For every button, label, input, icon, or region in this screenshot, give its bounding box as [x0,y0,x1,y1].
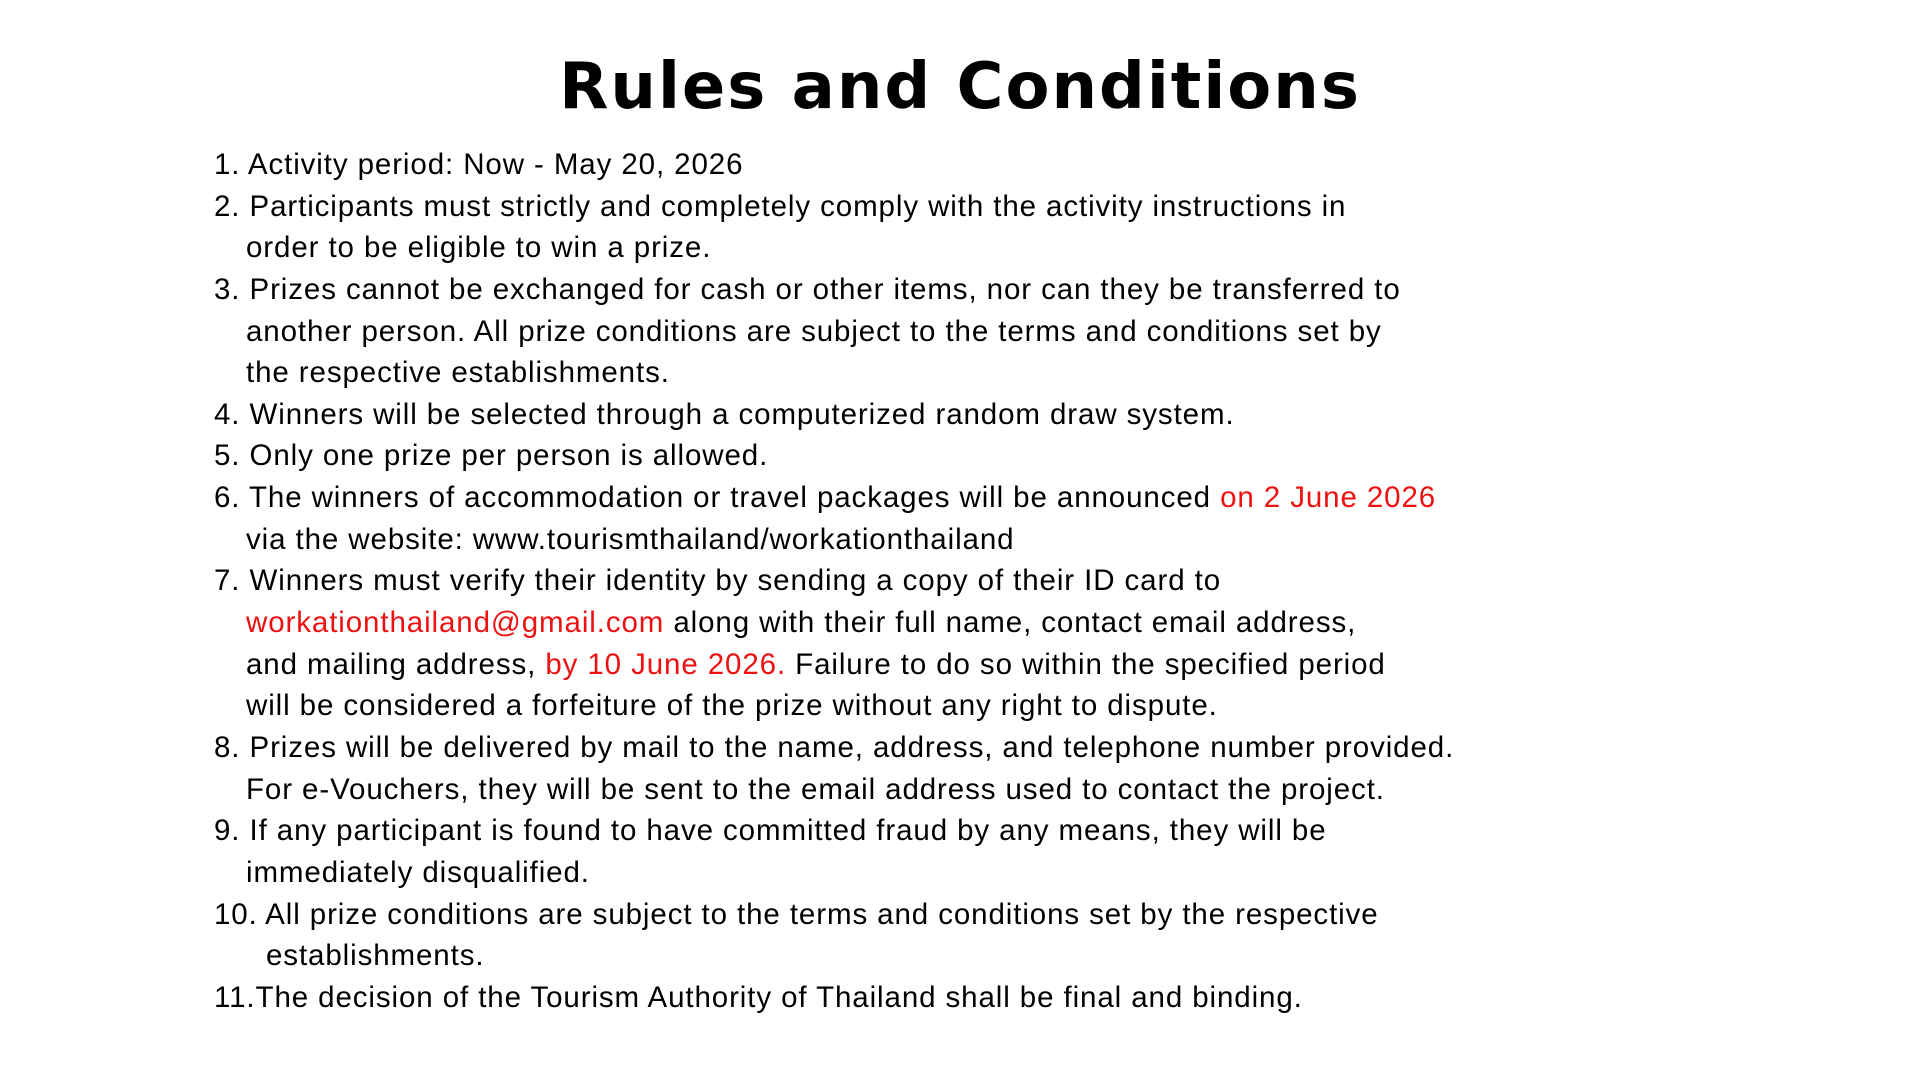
rule-text: another person. All prize conditions are subject to the terms and conditions set by [246,314,1382,348]
rule-first-line [214,435,1454,477]
rule-text: order to be eligible to win a prize. [246,231,712,265]
rule-item [214,727,1454,810]
rule-text: Prizes will be delivered by mail to the name, address, and telephone number provided. [240,730,1455,764]
rule-number: 11. [214,980,256,1014]
rule-continuation-line [214,852,1454,894]
rule-first-line [214,894,1454,936]
rule-number: 5. [214,439,241,473]
rule-number: 4. [214,397,241,431]
rule-first-line [214,810,1454,852]
rule-continuation-line [214,352,1454,394]
rule-text: along with their full name, contact email address, [664,606,1357,640]
rule-text: establishments. [266,939,485,973]
rule-continuation-line [214,769,1454,811]
rule-first-line [214,394,1454,436]
rule-text: Activity period: Now - May 20, 2026 [240,148,744,181]
rule-first-line [214,269,1454,311]
highlighted-text: on 2 June 2026 [1220,481,1437,515]
rule-item [214,977,1454,1019]
rule-item [214,894,1454,977]
rule-number: 10. [214,897,258,931]
rule-continuation-line [214,227,1454,269]
rule-text: The decision of the Tourism Authority of Thailand shall be final and binding. [255,980,1303,1014]
rule-first-line [214,144,1454,186]
rule-item [214,560,1454,727]
rule-continuation-line [214,644,1454,686]
rule-continuation-line [214,519,1454,561]
rule-text: Participants must strictly and completely comply with the activity instructions in [240,189,1347,223]
rule-text: If any participant is found to have committed fraud by any means, they will be [240,814,1327,848]
rule-continuation-line [214,602,1454,644]
rules-list [214,144,1454,1018]
rule-item [214,810,1454,893]
rule-continuation-line [214,935,1454,977]
rule-text: Only one prize per person is allowed. [240,439,769,473]
rule-text: Winners will be selected through a computerized random draw system. [240,397,1235,431]
rule-text: will be considered a forfeiture of the prize without any right to dispute. [246,689,1218,723]
rule-continuation-line [214,311,1454,353]
rule-number: 6. [214,481,241,515]
rule-item [214,144,1454,186]
rule-first-line [214,477,1454,519]
rule-text: For e-Vouchers, they will be sent to the email address used to contact the project. [246,772,1385,806]
rule-number: 3. [214,272,241,306]
rule-text: Winners must verify their identity by sending a copy of their ID card to [240,564,1221,598]
rule-item [214,394,1454,436]
highlighted-text: by 10 June 2026. [545,647,787,681]
rule-first-line [214,560,1454,602]
rule-text: via the website: www.tourismthailand/workationthailand [246,522,1015,556]
rule-text: immediately disqualified. [246,855,590,889]
rule-item [214,186,1454,269]
rule-number: 1. [214,148,241,181]
rule-text: The winners of accommodation or travel packages will be announced [240,481,1221,515]
rule-continuation-line [214,685,1454,727]
rule-text: and mailing address, [246,647,546,681]
highlighted-text: workationthailand@gmail.com [246,606,665,640]
rule-number: 9. [214,814,241,848]
rule-number: 7. [214,564,241,598]
rule-text: Prizes cannot be exchanged for cash or other items, nor can they be transferred to [240,272,1401,306]
rule-number: 8. [214,730,241,764]
page-title: Rules and Conditions [559,50,1361,124]
rule-text: the respective establishments. [246,356,670,390]
rule-item [214,269,1454,394]
rule-text: Failure to do so within the specified period [786,647,1386,681]
rule-number: 2. [214,189,241,223]
rule-first-line [214,727,1454,769]
rule-item [214,435,1454,477]
rule-first-line [214,186,1454,228]
rule-text: All prize conditions are subject to the terms and conditions set by the respective [257,897,1379,931]
rule-item [214,477,1454,560]
rule-first-line [214,977,1454,1019]
